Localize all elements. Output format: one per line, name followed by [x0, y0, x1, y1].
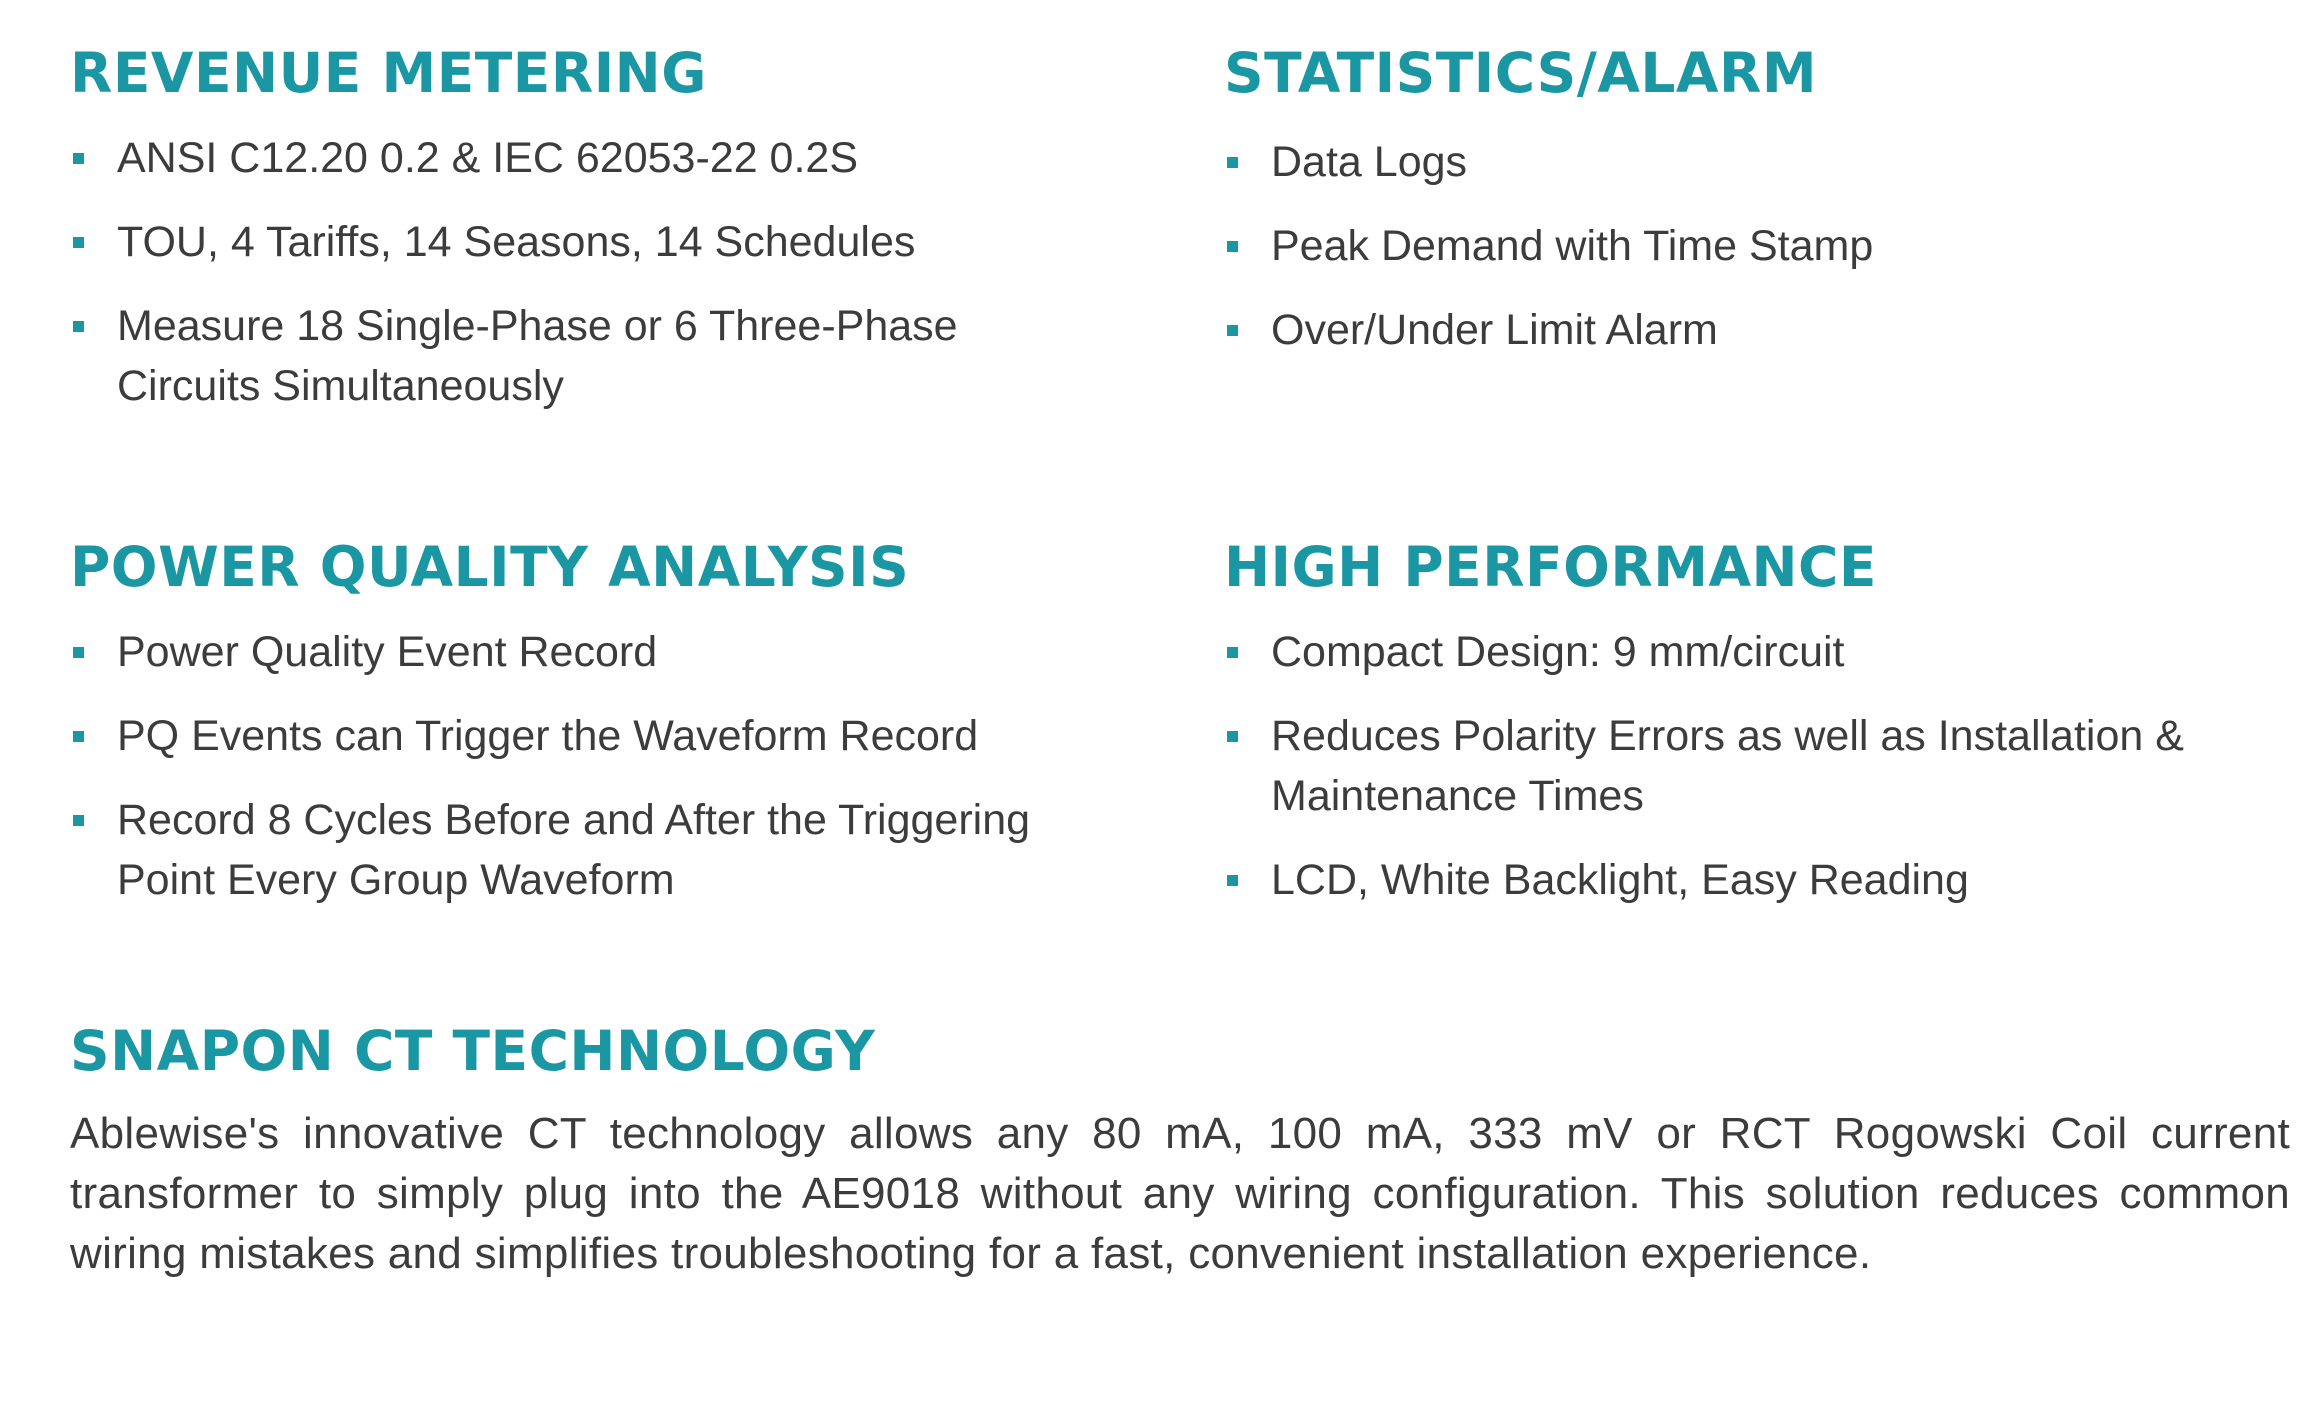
- list-item-text: TOU, 4 Tariffs, 14 Seasons, 14 Schedules: [117, 218, 916, 266]
- list-item-text: ANSI C12.20 0.2 & IEC 62053-22 0.2S: [117, 134, 859, 182]
- list-item: [70, 622, 1170, 682]
- list-item-text: Data Logs: [1271, 138, 1468, 186]
- square-bullet-icon: [73, 731, 84, 742]
- power-quality-heading: POWER QUALITY ANALYSIS: [70, 535, 910, 599]
- list-item: [70, 706, 1170, 766]
- list-item-text: LCD, White Backlight, Easy Reading: [1271, 856, 1969, 904]
- list-item-text: PQ Events can Trigger the Waveform Record: [117, 712, 979, 760]
- high-performance-section: [1224, 532, 2284, 910]
- statistics-alarm-section: [1224, 38, 2284, 360]
- snapon-description: Ablewise's innovative CT technology allows any 80 mA, 100 mA, 333 mV or RCT Rogowski Coil current transformer to simply plug into the AE9018 without any wiring configuration. This solution reduces common wiring mistakes and simplifies troubleshooting for a fast, convenient installation experience.: [70, 1109, 2290, 1278]
- statistics-alarm-list: [1224, 132, 2284, 360]
- list-item-text: Peak Demand with Time Stamp: [1271, 222, 1874, 270]
- square-bullet-icon: [73, 815, 84, 826]
- square-bullet-icon: [1227, 875, 1238, 886]
- high-performance-list: [1224, 622, 2284, 910]
- list-item: [70, 296, 1057, 416]
- list-item: [1224, 622, 2284, 682]
- list-item: [1224, 300, 2284, 360]
- list-item-text: Reduces Polarity Errors as well as Installation & Maintenance Times: [1271, 712, 2184, 820]
- square-bullet-icon: [1227, 241, 1238, 252]
- list-item: [70, 212, 1170, 272]
- high-performance-heading: HIGH PERFORMANCE: [1224, 535, 1877, 599]
- list-item: [70, 790, 1137, 910]
- revenue-metering-list: [70, 128, 1170, 416]
- square-bullet-icon: [73, 321, 84, 332]
- square-bullet-icon: [73, 647, 84, 658]
- snapon-heading: SNAPON CT TECHNOLOGY: [70, 1019, 876, 1083]
- power-quality-list: [70, 622, 1170, 910]
- square-bullet-icon: [1227, 731, 1238, 742]
- list-item: [70, 128, 1170, 188]
- square-bullet-icon: [73, 153, 84, 164]
- square-bullet-icon: [1227, 647, 1238, 658]
- square-bullet-icon: [73, 237, 84, 248]
- square-bullet-icon: [1227, 325, 1238, 336]
- list-item-text: Measure 18 Single-Phase or 6 Three-Phase Circuits Simultaneously: [117, 302, 958, 410]
- power-quality-section: [70, 532, 1170, 910]
- revenue-metering-section: [70, 38, 1170, 416]
- statistics-alarm-heading: STATISTICS/ALARM: [1224, 41, 1818, 105]
- list-item: [1224, 706, 2291, 826]
- square-bullet-icon: [1227, 157, 1238, 168]
- list-item: [1224, 132, 2284, 192]
- list-item-text: Record 8 Cycles Before and After the Triggering Point Every Group Waveform: [117, 796, 1031, 904]
- snapon-section: [70, 1016, 2290, 1284]
- revenue-metering-heading: REVENUE METERING: [70, 41, 707, 105]
- list-item: [1224, 216, 2284, 276]
- list-item: [1224, 850, 2284, 910]
- list-item-text: Compact Design: 9 mm/circuit: [1271, 628, 1845, 676]
- list-item-text: Over/Under Limit Alarm: [1271, 306, 1718, 354]
- list-item-text: Power Quality Event Record: [117, 628, 658, 676]
